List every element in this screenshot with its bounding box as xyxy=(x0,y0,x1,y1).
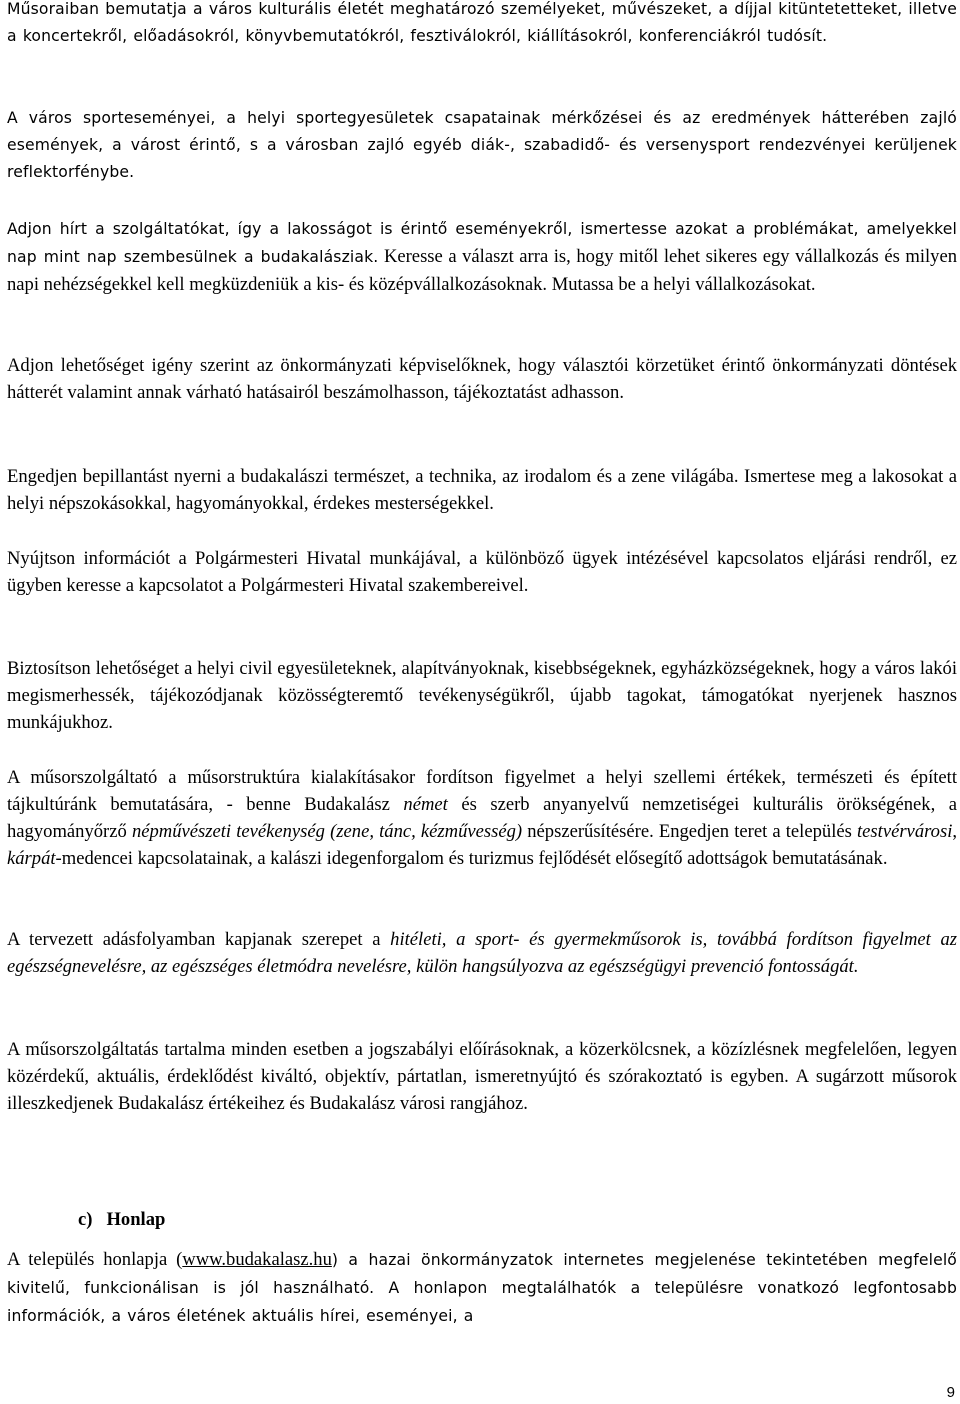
heritage-text-3: népszerűsítésére. Engedjen teret a település xyxy=(522,821,857,842)
paragraph-mayors-office: Nyújtson információt a Polgármesteri Hivatal munkájával, a különböző ügyek intézésével kapcsolatos eljárási rendről, ez ügyben keresse a kapcsolatot a Polgármesteri Hivatal szakembereivel. xyxy=(7,548,957,596)
heritage-text-1: A műsorszolgáltató a műsorstruktúra kialakításakor fordítson figyelmet a helyi szellemi értékek, természeti és épített tájkultúránk bemutatására, - benne Budakalász xyxy=(7,767,957,815)
heritage-text-5: -medencei kapcsolatainak, a kalászi idegenforgalom és turizmus fejlődését elősegítő adottságok bemutatásának. xyxy=(55,848,888,869)
section-heading-title: Honlap xyxy=(106,1209,166,1230)
section-heading xyxy=(78,1209,165,1231)
paragraph-content-rules: A műsorszolgáltatás tartalma minden esetben a jogszabályi előírásoknak, a közerkölcsnek, a közízlésnek megfelelően, legyen közérdekű, aktuális, érdeklődést kiváltó, objektív, pártatlan, ismeretnyújtó és szórakoztató is egyben. A sugárzott műsorok illeszkedjenek Budakalász értékeihez és Budakalász városi rangjához. xyxy=(7,1039,957,1114)
paragraph-culture: Műsoraiban bemutatja a város kulturális életét meghatározó személyeket, művészeket, a díjjal kitüntetetteket, illetve a koncertekről, előadásokról, könyvbemutatókról, fesztiválokról, kiállításokról, konferenciákról tudósít. xyxy=(7,0,957,45)
paragraph-services-intro: Adjon hírt a szolgáltatókat, így a lakosságot is érintő eseményekről, ismertesse azokat a problémákat, amelyekkel nap mint nap szembesülnek a budakalásziak. xyxy=(7,220,957,266)
heritage-text-4: , xyxy=(952,821,958,842)
heritage-italic-1: német xyxy=(403,794,448,815)
website-text-1: A település honlapja ( xyxy=(7,1249,183,1270)
paragraph-website xyxy=(7,1246,957,1330)
website-text-2: ) a hazai önkormányzatok internetes megjelenése tekintetében megfelelő kivitelű, funkcionálisan is jól használható. A honlapon megtalálhatók a településre vonatkozó legfontosabb információk, a város életének aktuális hírei, eseményei, a xyxy=(7,1251,957,1325)
paragraph-representatives: Adjon lehetőséget igény szerint az önkormányzati képviselőknek, hogy választói körzetüket érintő önkormányzati döntések hátterét valamint annak várható hatásairól beszámolhasson, tájékoztatást adhasson. xyxy=(7,355,957,403)
page-number: 9 xyxy=(946,1384,955,1401)
paragraph-nature-culture: Engedjen bepillantást nyerni a budakalászi természet, a technika, az irodalom és a zene világába. Ismertese meg a lakosokat a helyi népszokásokkal, hagyományokkal, érdekes mesterségekkel. xyxy=(7,466,957,514)
heritage-italic-4: kárpát xyxy=(7,848,56,869)
section-heading-label: c) xyxy=(78,1209,93,1230)
heritage-italic-2: népművészeti tevékenység (zene, tánc, kézművesség) xyxy=(131,821,523,842)
programming-text: A tervezett adásfolyamban kapjanak szerepet a xyxy=(7,929,391,950)
heritage-italic-3: testvérvárosi xyxy=(857,821,953,842)
paragraph-services-enterprises: Keresse a választ arra is, hogy mitől lehet sikeres egy vállalkozás és milyen napi nehézségekkel kell megküzdeniük a kis- és középvállalkozásoknak. Mutassa be a helyi vállalkozásokat. xyxy=(7,246,958,295)
paragraph-civil-organizations: Biztosítson lehetőséget a helyi civil egyesületeknek, alapítványoknak, kisebbségeknek, egyházközségeknek, hogy a város lakói megismerhessék, tájékozódjanak közösségteremtő tevékenységükről, újabb tagokat, támogatókat nyerjenek hasznos munkájukhoz. xyxy=(7,658,957,733)
heritage-text-2: és szerb anyanyelvű nemzetiségei kulturális örökségének, a hagyományőrző xyxy=(7,794,957,842)
website-link[interactable]: www.budakalasz.hu xyxy=(182,1249,332,1270)
paragraph-services xyxy=(7,215,957,298)
paragraph-heritage xyxy=(7,764,957,872)
paragraph-sports: A város sporteseményei, a helyi sportegyesületek csapatainak mérkőzései és az eredmények hátterében zajló események, a várost érintő, s a városban zajló egyéb diák-, szabadidő- és versenysport rendezvényei kerüljenek reflektorfénybe. xyxy=(7,109,957,181)
programming-italic: hitéleti, a sport- és gyermekműsorok is, továbbá fordítson figyelmet az egészségnevelésre, az egészséges életmódra nevelésre, külön hangsúlyozva az egészségügyi prevenció fontosságát. xyxy=(7,929,957,977)
paragraph-programming xyxy=(7,926,957,980)
